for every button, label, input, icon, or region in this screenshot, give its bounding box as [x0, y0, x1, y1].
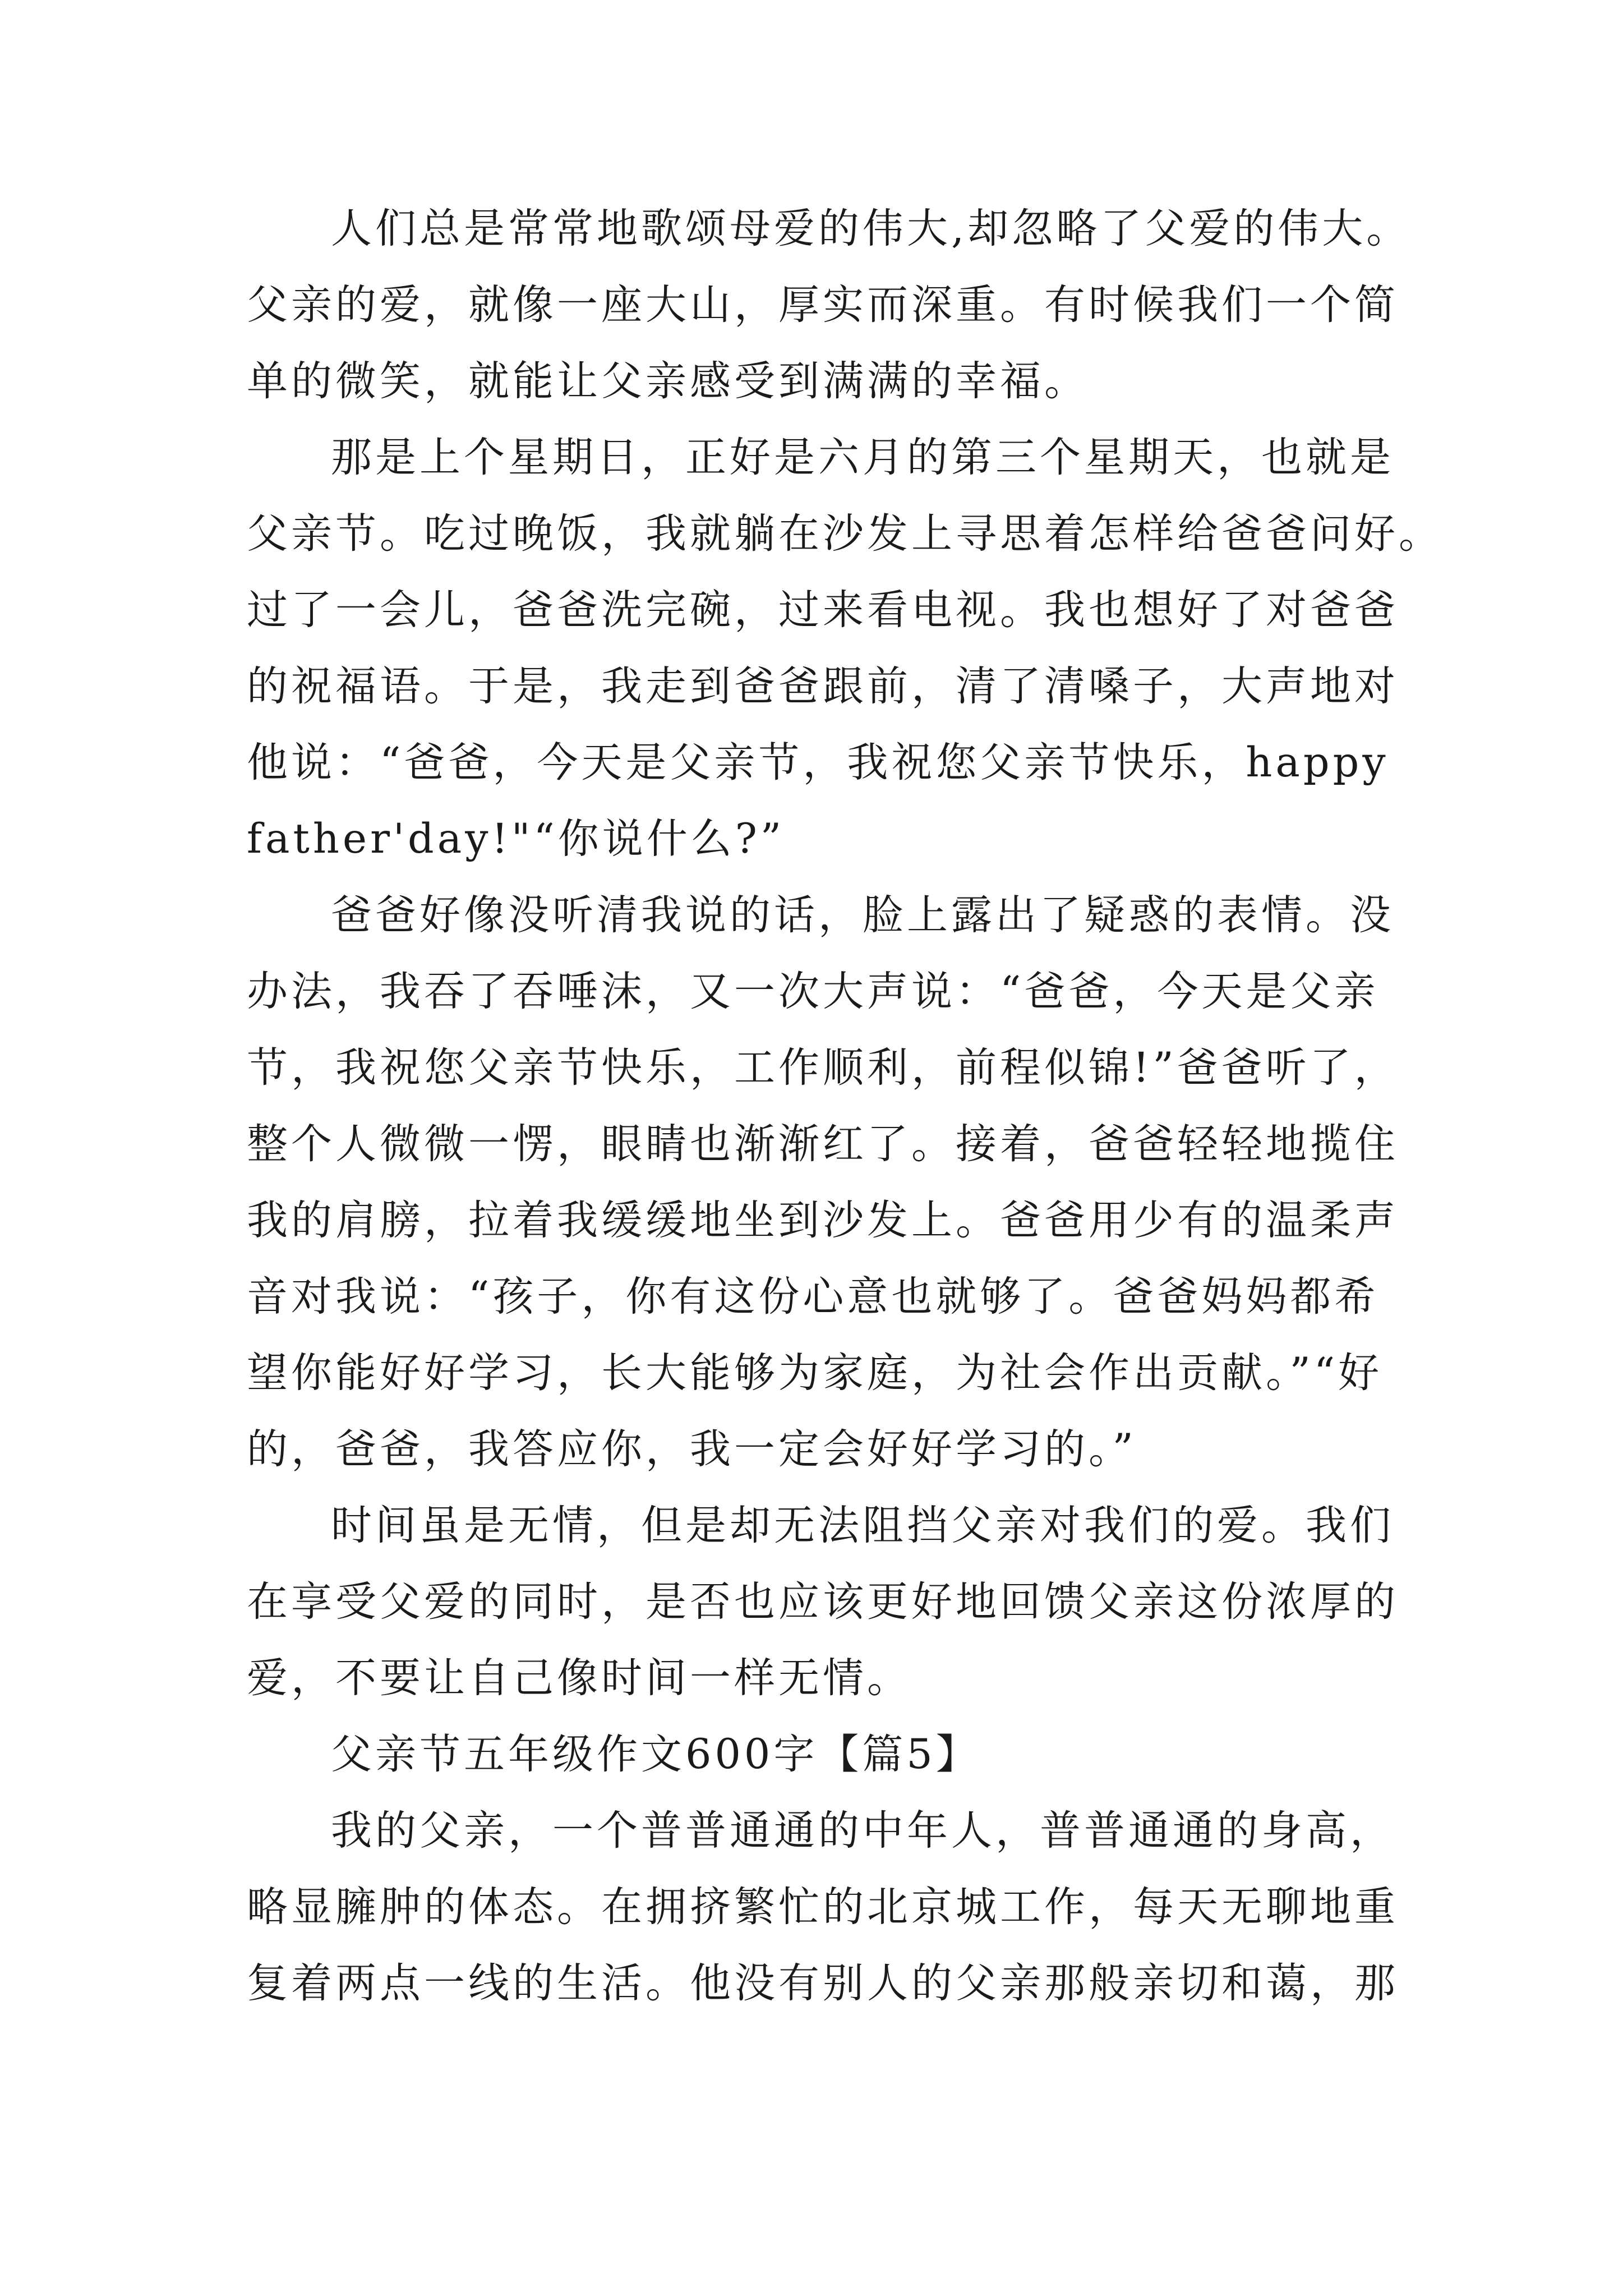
paragraph-line: 节，我祝您父亲节快乐，工作顺利，前程似锦!”爸爸听了，	[247, 1044, 1399, 1092]
paragraph-line: 过了一会儿，爸爸洗完碗，过来看电视。我也想好了对爸爸	[247, 586, 1399, 634]
paragraph-line: 整个人微微一愣，眼睛也渐渐红了。接着，爸爸轻轻地揽住	[247, 1120, 1399, 1168]
paragraph-line: 我的肩膀，拉着我缓缓地坐到沙发上。爸爸用少有的温柔声	[247, 1197, 1399, 1244]
paragraph-line: 的，爸爸，我答应你，我一定会好好学习的。”	[247, 1425, 1137, 1473]
paragraph-line: 音对我说：“孩子，你有这份心意也就够了。爸爸妈妈都希	[247, 1273, 1379, 1320]
document-body	[247, 191, 1443, 2022]
paragraph-line: 略显臃肿的体态。在拥挤繁忙的北京城工作，每天无聊地重	[247, 1883, 1399, 1931]
paragraph-line: father'day!"“你说什么?”	[247, 815, 785, 863]
paragraph-line: 的祝福语。于是，我走到爸爸跟前，清了清嗓子，大声地对	[247, 662, 1399, 710]
paragraph-line: 爸爸好像没听清我说的话，脸上露出了疑惑的表情。没	[331, 891, 1394, 939]
paragraph-line: 在享受父爱的同时，是否也应该更好地回馈父亲这份浓厚的	[247, 1578, 1399, 1626]
paragraph-line: 父亲的爱，就像一座大山，厚实而深重。有时候我们一个简	[247, 281, 1399, 329]
paragraph-line: 复着两点一线的生活。他没有别人的父亲那般亲切和蔼，那	[247, 1959, 1399, 2007]
paragraph-line: 爱，不要让自己像时间一样无情。	[247, 1654, 911, 1702]
paragraph-line: 单的微笑，就能让父亲感受到满满的幸福。	[247, 357, 1089, 405]
paragraph-line: 我的父亲，一个普普通通的中年人，普普通通的身高，	[331, 1807, 1394, 1855]
section-heading: 父亲节五年级作文600字【篇5】	[331, 1731, 980, 1778]
paragraph-line: 他说：“爸爸，今天是父亲节，我祝您父亲节快乐，happy	[247, 739, 1389, 786]
paragraph-line: 那是上个星期日，正好是六月的第三个星期天，也就是	[331, 434, 1394, 481]
paragraph-line: 父亲节。吃过晚饭，我就躺在沙发上寻思着怎样给爸爸问好。	[247, 510, 1443, 558]
paragraph-line: 时间虽是无情，但是却无法阻挡父亲对我们的爱。我们	[331, 1502, 1394, 1549]
paragraph-line: 人们总是常常地歌颂母爱的伟大,却忽略了父爱的伟大。	[331, 205, 1411, 252]
paragraph-line: 办法，我吞了吞唾沫，又一次大声说：“爸爸，今天是父亲	[247, 968, 1379, 1015]
paragraph-line: 望你能好好学习，长大能够为家庭，为社会作出贡献。”“好	[247, 1349, 1383, 1397]
